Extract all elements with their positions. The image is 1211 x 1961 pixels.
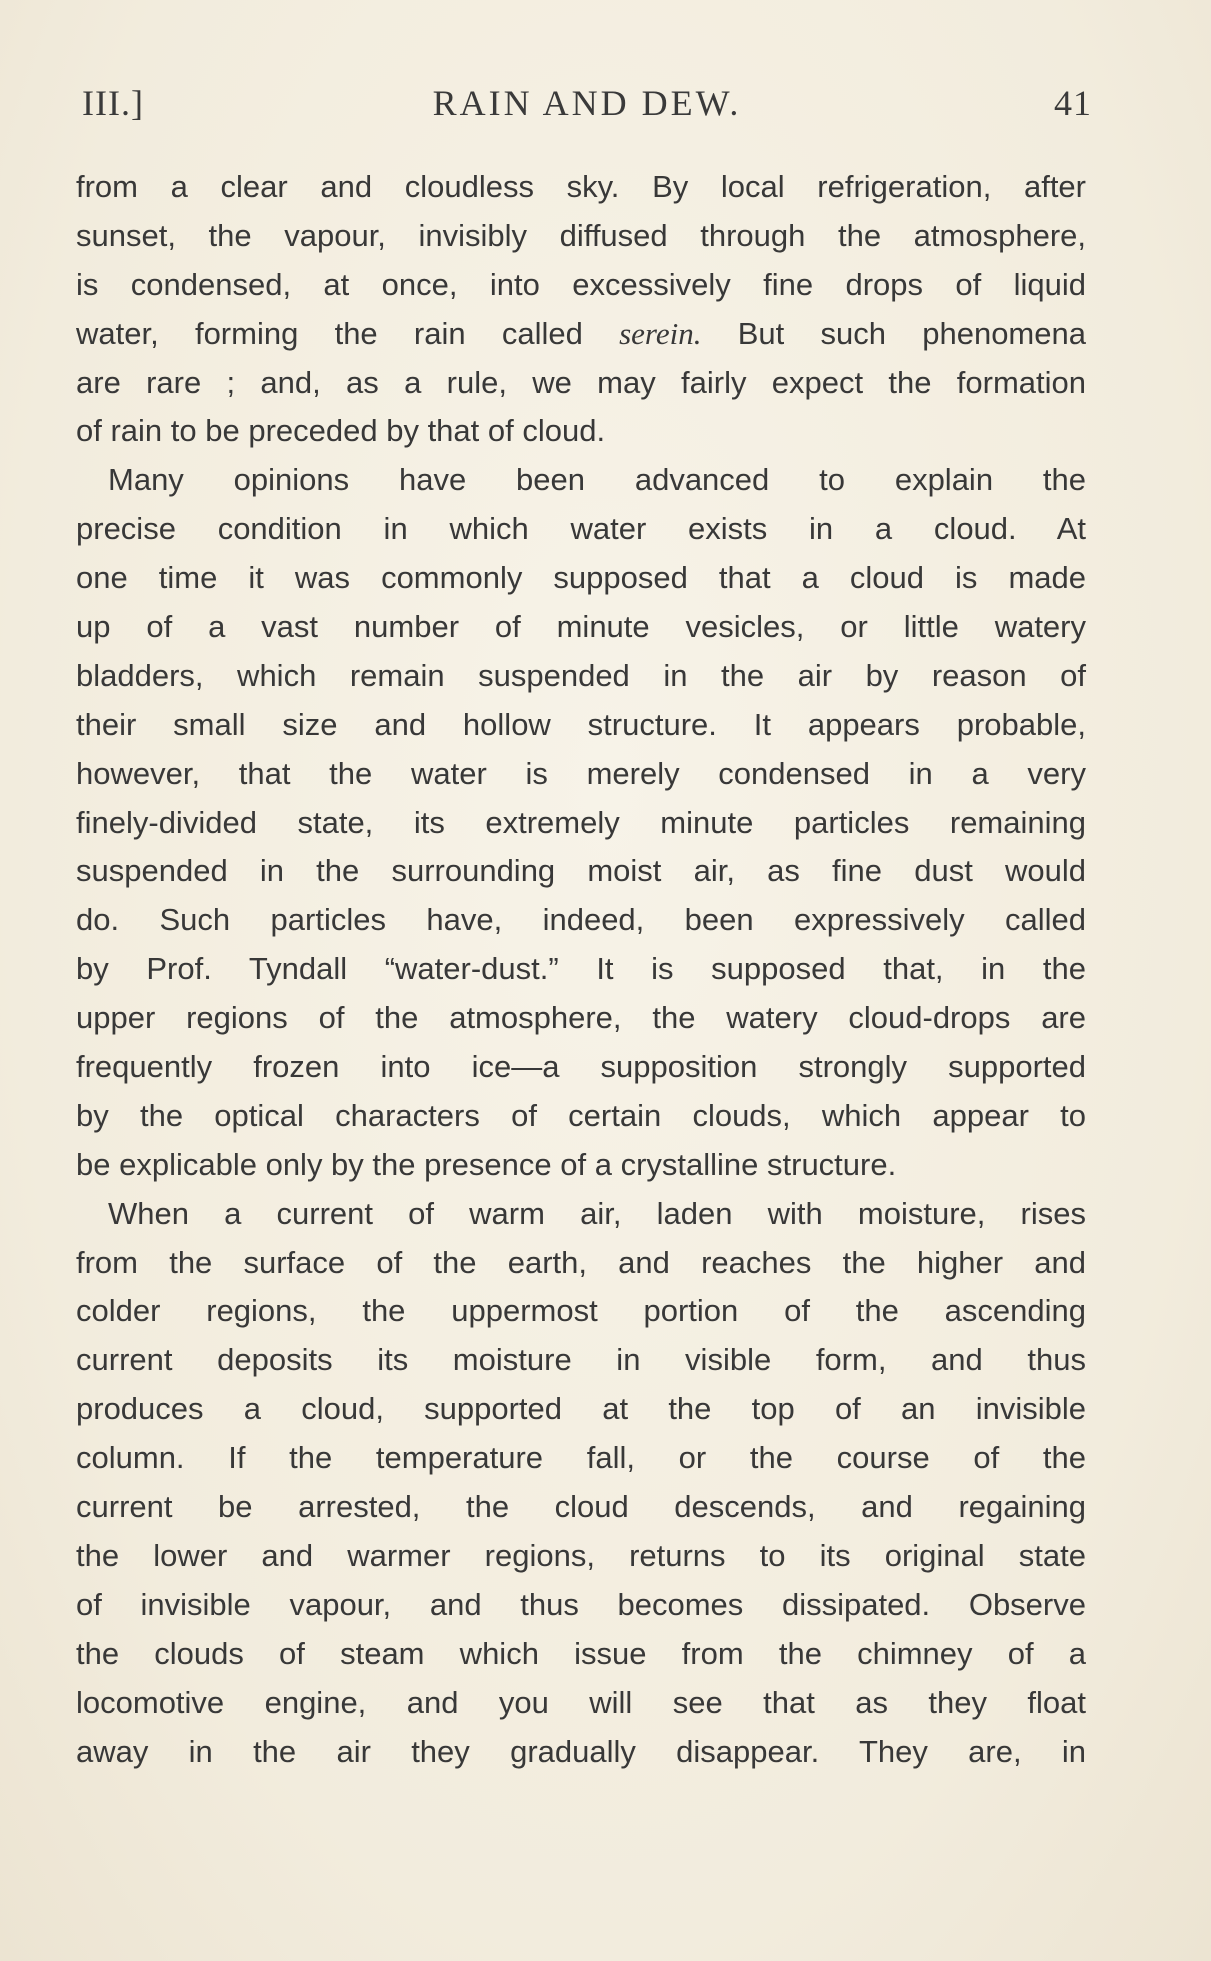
text-line: precise condition in which water exists in a cloud. At [76, 511, 1086, 547]
text-line: of invisible vapour, and thus becomes dissipated. Observe [76, 1586, 1086, 1622]
text-line: however, that the water is merely condensed in a very [76, 755, 1086, 791]
text-line: be explicable only by the presence of a crystalline structure. [76, 1146, 897, 1182]
text-line: their small size and hollow structure. It appears probable, [76, 706, 1086, 742]
text-line: from a clear and cloudless sky. By local refrigeration, after [76, 169, 1086, 204]
text-line: suspended in the surrounding moist air, as fine dust would [76, 853, 1086, 889]
chapter-marker: III.] [82, 83, 144, 123]
text-segment: But such phenomena [701, 315, 1086, 351]
text-line: column. If the temperature fall, or the course of the [76, 1440, 1086, 1476]
text-line: When a current of warm air, laden with moisture, rises [108, 1195, 1086, 1231]
text-line: by the optical characters of certain clouds, which appear to [76, 1097, 1086, 1133]
text-line: current deposits its moisture in visible form, and thus [76, 1342, 1086, 1378]
text-line: Many opinions have been advanced to explain the [108, 462, 1086, 498]
italic-term: serein. [619, 315, 702, 351]
text-line [76, 310, 1086, 359]
page-number: 41 [1054, 83, 1092, 123]
text-line: up of a vast number of minute vesicles, or little watery [76, 609, 1086, 645]
text-line: upper regions of the atmosphere, the watery cloud-drops are [76, 1000, 1086, 1036]
text-line: of rain to be preceded by that of cloud. [76, 413, 606, 449]
text-segment: water, forming the rain called [76, 315, 620, 351]
text-line: are rare ; and, as a rule, we may fairly expect the formation [76, 364, 1086, 400]
text-line: from the surface of the earth, and reaches the higher and [76, 1244, 1086, 1280]
running-title: RAIN AND DEW. [432, 83, 742, 123]
text-line: do. Such particles have, indeed, been expressively called [76, 902, 1086, 938]
text-line: colder regions, the uppermost portion of the ascending [76, 1293, 1086, 1329]
text-line: away in the air they gradually disappear. They are, in [76, 1733, 1086, 1769]
text-line: by Prof. Tyndall “water-dust.” It is supposed that, in the [76, 951, 1086, 987]
text-line: the clouds of steam which issue from the chimney of a [76, 1635, 1086, 1671]
text-line: finely-divided state, its extremely minute particles remaining [76, 804, 1086, 840]
running-header [82, 82, 1092, 132]
text-line: is condensed, at once, into excessively fine drops of liquid [76, 266, 1086, 302]
text-line: frequently frozen into ice—a supposition strongly supported [76, 1049, 1086, 1085]
text-line: the lower and warmer regions, returns to its original state [76, 1537, 1086, 1573]
text-line: locomotive engine, and you will see that as they float [76, 1684, 1086, 1720]
body-text [76, 163, 1086, 1776]
text-line: sunset, the vapour, invisibly diffused through the atmosphere, [76, 217, 1086, 253]
text-line: current be arrested, the cloud descends, and regaining [76, 1489, 1086, 1525]
text-line: bladders, which remain suspended in the air by reason of [76, 657, 1086, 693]
text-line: produces a cloud, supported at the top of an invisible [76, 1391, 1086, 1427]
text-line: one time it was commonly supposed that a cloud is made [76, 560, 1086, 596]
